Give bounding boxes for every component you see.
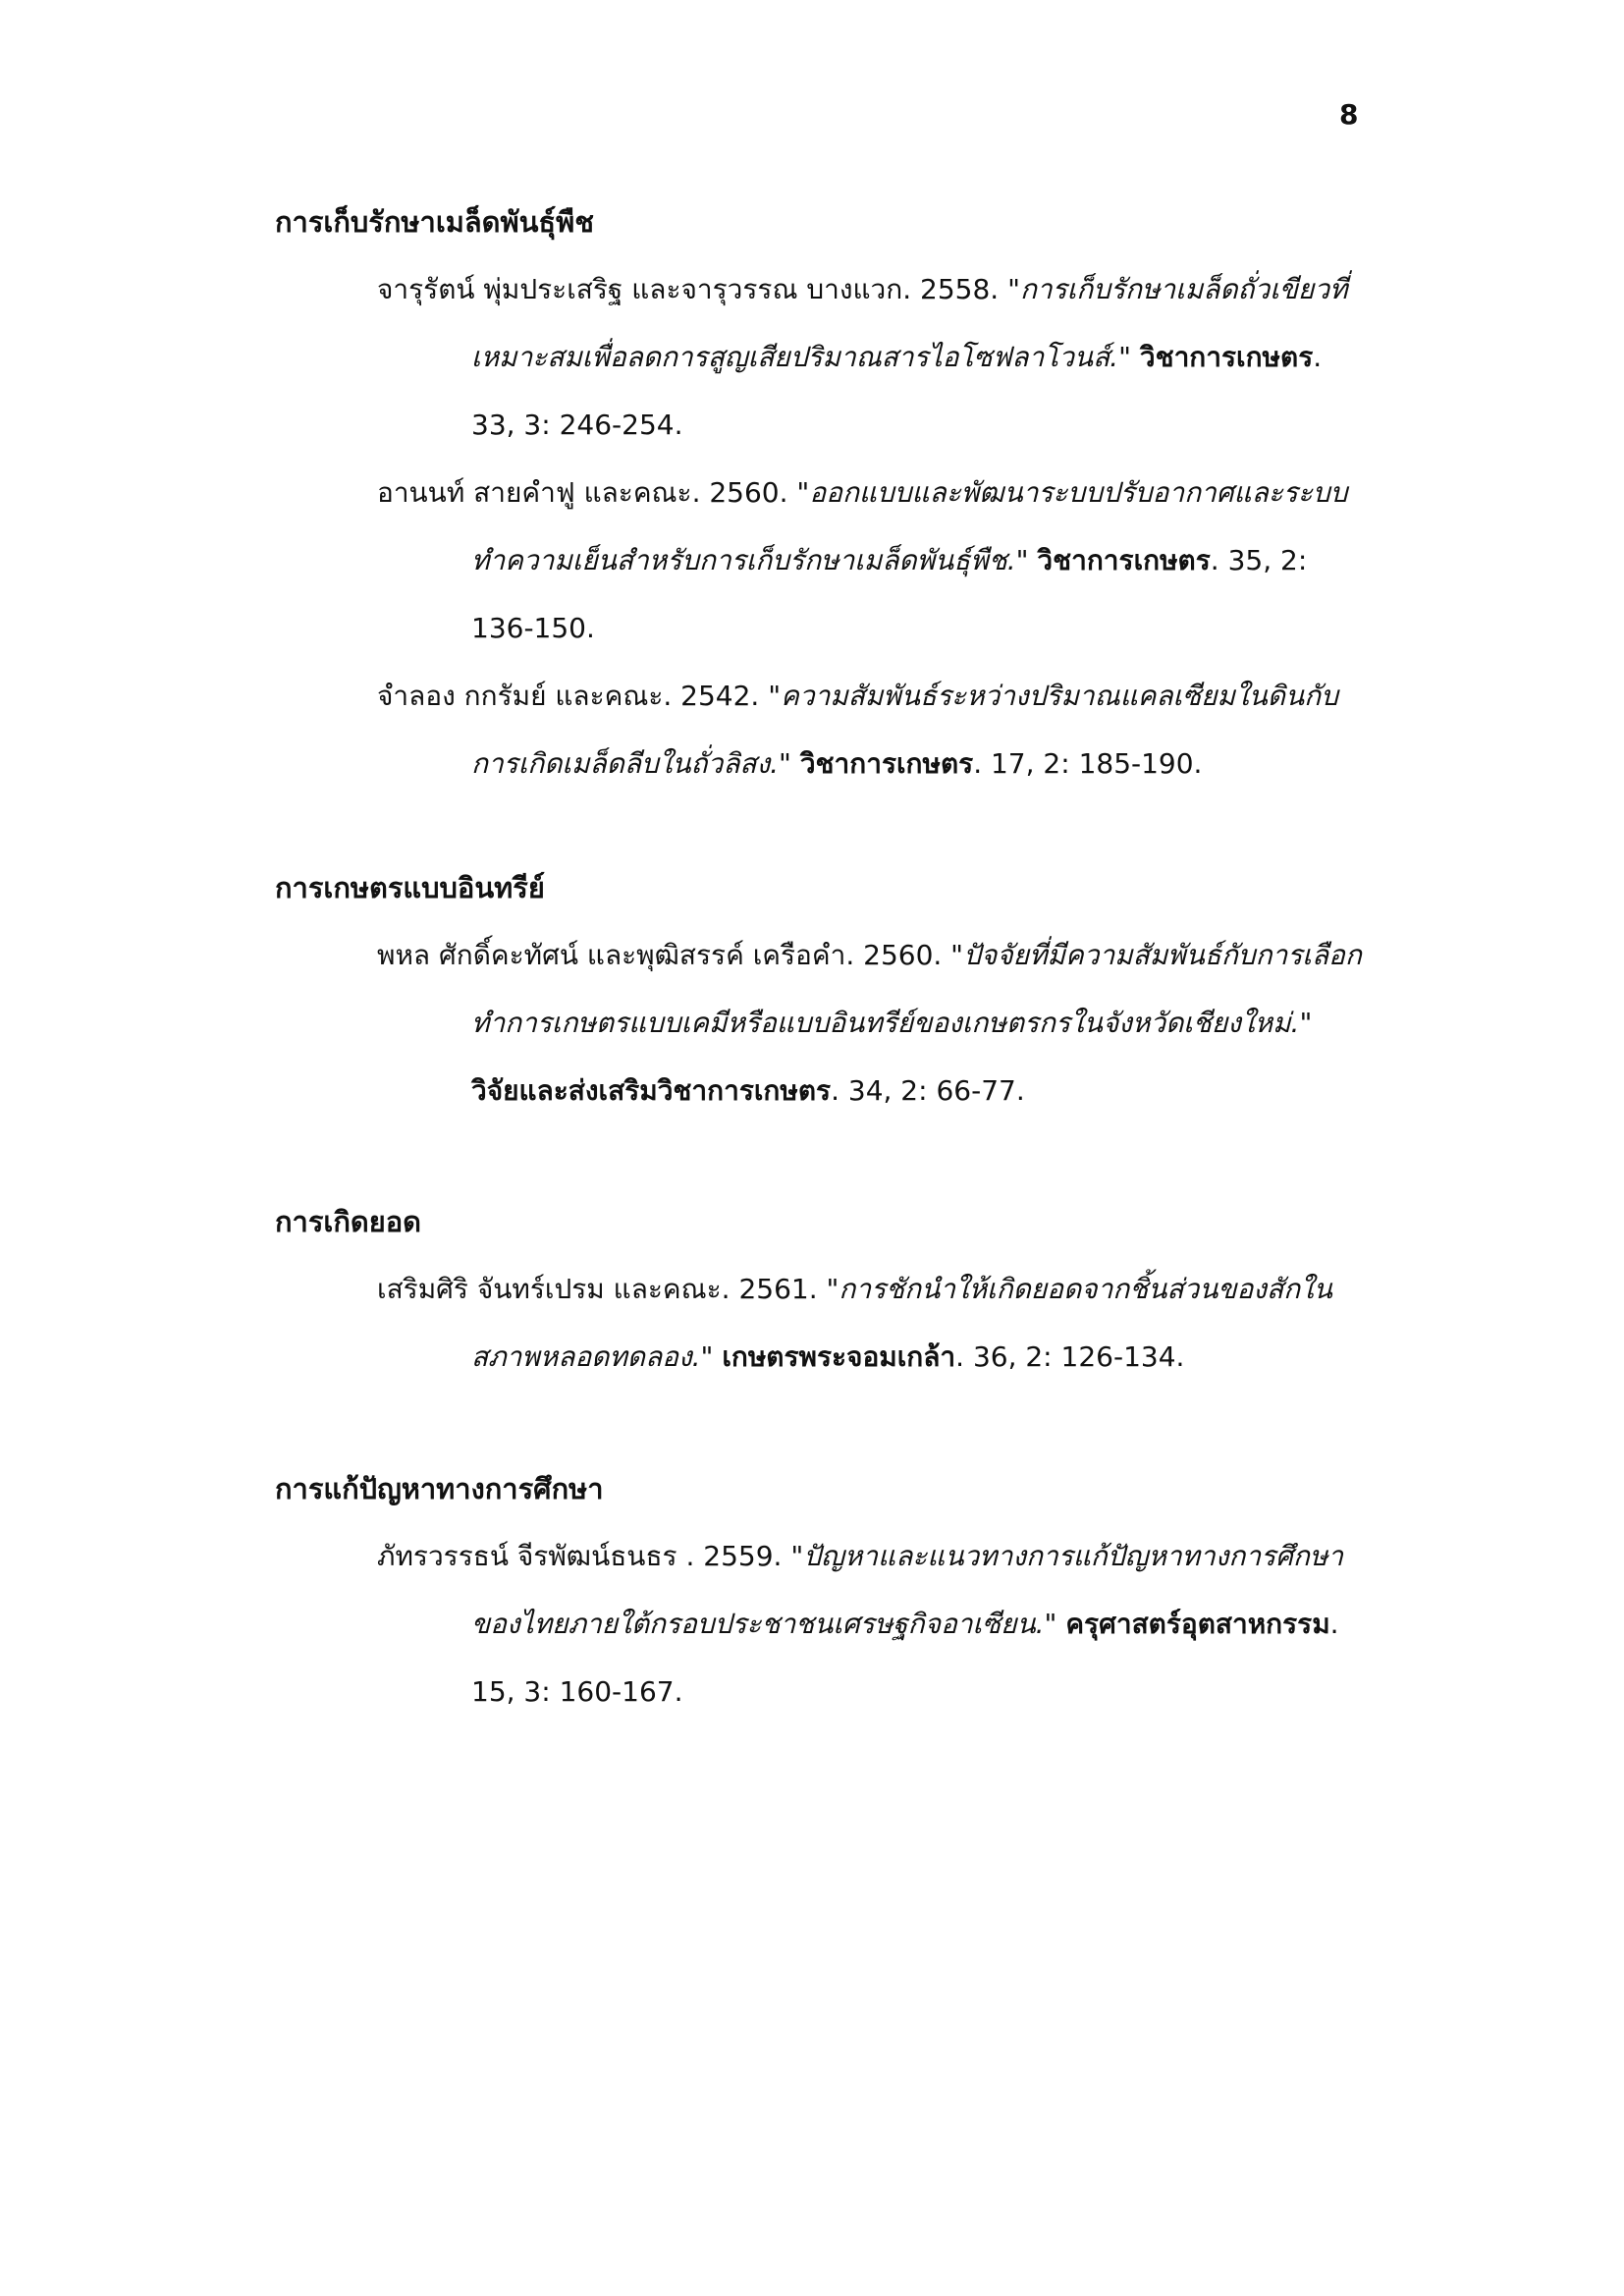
entry-title: ความสัมพันธ์ระหว่างปริมาณแคลเซียมในดินกับการเกิดเมล็ดลีบในถั่วลิสง. [471, 680, 1338, 780]
reference-section-shoot-induction [275, 1196, 1365, 1391]
entry-quote: " [700, 1340, 723, 1373]
entry-journal: เกษตรพระจอมเกล้า [722, 1340, 956, 1373]
reference-entry [377, 921, 1365, 1124]
section-heading: การเกิดยอด [275, 1205, 421, 1238]
reference-entry [377, 255, 1365, 459]
reference-section-education-problems [275, 1463, 1365, 1725]
entry-authors-year: พหล ศักดิ์คะทัศน์ และพุฒิสรรค์ เครือคำ. 2560. " [377, 939, 964, 971]
page-number: 8 [1339, 98, 1359, 131]
entry-journal: วิชาการเกษตร [799, 747, 974, 780]
reference-section-seed-storage [275, 196, 1365, 797]
section-heading: การแก้ปัญหาทางการศึกษา [275, 1472, 604, 1505]
entry-journal: ครุศาสตร์อุตสาหกรรม [1065, 1608, 1330, 1640]
entry-details: . 34, 2: 66-77. [831, 1074, 1025, 1107]
section-heading: การเก็บรักษาเมล็ดพันธุ์พืช [275, 205, 594, 239]
reference-entry [377, 1255, 1365, 1391]
entry-details: . 35, 2: 136-150. [471, 544, 1308, 644]
entry-authors-year: จารุรัตน์ พุ่มประเสริฐ และจารุวรรณ บางแวก. 2558. " [377, 273, 1020, 305]
reference-entry [377, 1522, 1365, 1725]
entry-title: การชักนำให้เกิดยอดจากชิ้นส่วนของสักในสภาพหลอดทดลอง. [471, 1273, 1332, 1373]
entry-authors-year: ภัทรวรรธน์ จีรพัฒน์ธนธร . 2559. " [377, 1540, 804, 1572]
reference-entry [377, 459, 1365, 662]
entry-authors-year: จำลอง กกรัมย์ และคณะ. 2542. " [377, 680, 782, 712]
entry-title: การเก็บรักษาเมล็ดถั่วเขียวที่เหมาะสมเพื่อลดการสูญเสียปริมาณสารไอโซฟลาโวนส์. [471, 273, 1348, 373]
entry-title: ออกแบบและพัฒนาระบบปรับอากาศและระบบทำความเย็นสำหรับการเก็บรักษาเมล็ดพันธุ์พืช. [471, 476, 1348, 576]
entry-quote: " [779, 747, 800, 780]
entry-quote: " [1015, 544, 1038, 576]
entry-details: . 33, 3: 246-254. [471, 341, 1323, 441]
entry-quote: " [1118, 341, 1140, 373]
entry-details: . 17, 2: 185-190. [973, 747, 1203, 780]
entry-journal: วิชาการเกษตร [1139, 341, 1314, 373]
entry-authors-year: อานนท์ สายคำฟู และคณะ. 2560. " [377, 476, 810, 509]
reference-entry [377, 662, 1365, 797]
entry-quote: " [1299, 1007, 1313, 1039]
section-heading: การเกษตรแบบอินทรีย์ [275, 871, 545, 904]
entry-journal: วิชาการเกษตร [1037, 544, 1211, 576]
entry-title: ปัญหาและแนวทางการแก้ปัญหาทางการศึกษาของไทยภายใต้กรอบประชาชนเศรษฐกิจอาเซียน. [471, 1540, 1344, 1640]
entry-details: . 15, 3: 160-167. [471, 1608, 1339, 1708]
entry-title: ปัจจัยที่มีความสัมพันธ์กับการเลือกทำการเกษตรแบบเคมีหรือแบบอินทรีย์ของเกษตรกรในจังหวัดเชียงใหม่. [471, 939, 1362, 1039]
entry-quote: " [1044, 1608, 1066, 1640]
entry-journal: วิจัยและส่งเสริมวิชาการเกษตร [471, 1074, 832, 1107]
entry-details: . 36, 2: 126-134. [955, 1340, 1185, 1373]
entry-authors-year: เสริมศิริ จันทร์เปรม และคณะ. 2561. " [377, 1273, 839, 1305]
reference-section-organic-farming [275, 862, 1365, 1124]
